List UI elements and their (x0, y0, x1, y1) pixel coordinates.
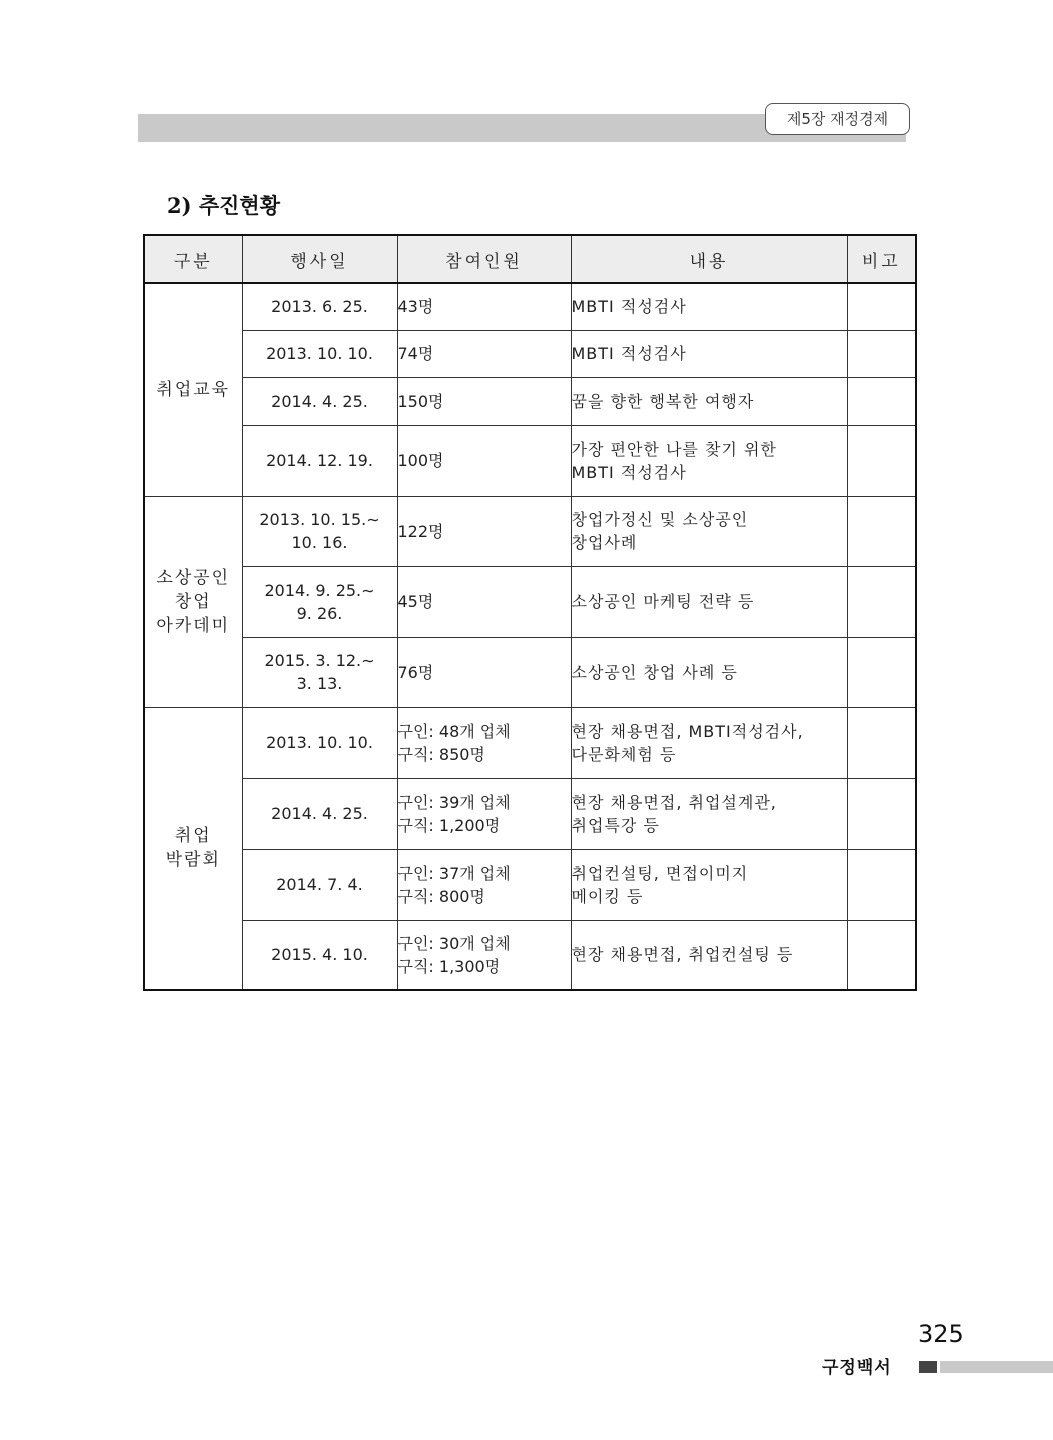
date-text: 2014. 4. 25. (271, 391, 368, 411)
date-cell (242, 377, 397, 425)
date-text: 2014. 7. 4. (276, 875, 363, 894)
category-label: 박람회 (165, 850, 221, 871)
content-text: 현장 채용면접, 취업컨설팅 등 (571, 945, 794, 965)
participants-cell (397, 330, 571, 377)
date-cell (242, 496, 397, 566)
date-cell (242, 283, 397, 330)
content-cell (571, 707, 847, 778)
column-header-note: 비고 (847, 235, 916, 283)
date-cell (242, 566, 397, 637)
note-cell (847, 637, 916, 707)
content-text: MBTI 적성검사 (571, 344, 687, 363)
column-header-content: 내용 (571, 235, 847, 283)
participants-text: 74명 (397, 344, 434, 363)
participants-cell (397, 920, 571, 990)
date-text: 2014. 12. 19. (266, 451, 373, 470)
column-header-participants: 참여인원 (397, 235, 571, 283)
page-number: 325 (918, 1320, 964, 1348)
date-text: 2014. 4. 25. (271, 804, 368, 823)
participants-cell (397, 283, 571, 330)
table-row (144, 920, 916, 990)
date-text: 9. 26. (296, 603, 343, 623)
content-text: 현장 채용면접, MBTI적성검사, (571, 721, 804, 741)
participants-cell (397, 425, 571, 496)
table-row (144, 637, 916, 707)
content-text: 소상공인 창업 사례 등 (571, 662, 738, 682)
participants-text: 76명 (397, 662, 434, 682)
content-cell (571, 849, 847, 920)
content-text: MBTI 적성검사 (571, 297, 687, 317)
category-label: 취업교육 (156, 379, 231, 400)
footer-brand: 구정백서 (822, 1358, 892, 1378)
note-cell (847, 778, 916, 849)
participants-text: 122명 (397, 521, 444, 541)
table-row (144, 707, 916, 778)
participants-cell (397, 778, 571, 849)
date-text: 10. 16. (291, 533, 348, 552)
note-cell (847, 425, 916, 496)
content-cell (571, 425, 847, 496)
category-label: 창업 (174, 591, 212, 612)
table-row (144, 849, 916, 920)
date-cell (242, 425, 397, 496)
date-text: 2013. 10. 10. (266, 344, 373, 363)
content-text: MBTI 적성검사 (571, 462, 687, 482)
participants-cell (397, 377, 571, 425)
date-cell (242, 330, 397, 377)
table-row (144, 425, 916, 496)
note-cell (847, 283, 916, 330)
date-text: 2013. 10. 15.∼ (259, 510, 380, 529)
content-cell (571, 637, 847, 707)
note-cell (847, 849, 916, 920)
participants-cell (397, 566, 571, 637)
note-cell (847, 496, 916, 566)
participants-cell (397, 707, 571, 778)
content-cell (571, 377, 847, 425)
participants-text: 구인: 48개 업체 (397, 721, 511, 741)
participants-cell (397, 637, 571, 707)
footer-bar (940, 1361, 1053, 1373)
participants-text: 43명 (397, 297, 434, 317)
participants-text: 100명 (397, 451, 444, 470)
table-row (144, 566, 916, 637)
category-cell (144, 283, 242, 496)
content-cell (571, 920, 847, 990)
content-cell (571, 330, 847, 377)
section-title: 2) 추진현황 (167, 193, 281, 218)
content-text: 메이킹 등 (571, 886, 644, 906)
content-text: 가장 편안한 나를 찾기 위한 (571, 439, 777, 459)
date-text: 2015. 4. 10. (271, 945, 368, 965)
chapter-tab: 제5장 재정경제 (765, 103, 910, 135)
participants-text: 구인: 30개 업체 (397, 933, 511, 953)
table-row (144, 283, 916, 330)
content-text: 취업컨설팅, 면접이미지 (571, 863, 749, 883)
content-cell (571, 566, 847, 637)
participants-text: 구인: 39개 업체 (397, 792, 511, 812)
participants-text: 150명 (397, 391, 444, 411)
note-cell (847, 330, 916, 377)
table-header-row (144, 235, 916, 283)
content-cell (571, 496, 847, 566)
content-text: 창업가정신 및 소상공인 (571, 510, 749, 529)
status-table (143, 234, 917, 991)
date-text: 2014. 9. 25.∼ (264, 580, 375, 600)
content-text: 꿈을 향한 행복한 여행자 (571, 391, 755, 411)
participants-text: 구직: 1,200명 (397, 815, 501, 835)
category-label: 소상공인 (156, 567, 231, 588)
participants-text: 45명 (397, 592, 434, 611)
content-text: 다문화체험 등 (571, 744, 677, 764)
table-row (144, 330, 916, 377)
participants-text: 구인: 37개 업체 (397, 863, 511, 883)
footer-mark (919, 1361, 937, 1373)
date-cell (242, 920, 397, 990)
category-cell (144, 707, 242, 990)
table-row (144, 377, 916, 425)
content-text: 소상공인 마케팅 전략 등 (571, 592, 755, 611)
table-row (144, 778, 916, 849)
table-body (144, 283, 916, 990)
participants-cell (397, 849, 571, 920)
content-text: 현장 채용면접, 취업설계관, (571, 792, 777, 812)
note-cell (847, 566, 916, 637)
date-text: 2015. 3. 12.∼ (264, 651, 375, 670)
note-cell (847, 377, 916, 425)
content-text: 창업사례 (571, 533, 638, 552)
date-text: 2013. 10. 10. (266, 733, 373, 752)
date-text: 3. 13. (296, 674, 343, 693)
date-cell (242, 637, 397, 707)
participants-text: 구직: 850명 (397, 744, 485, 764)
category-label: 아카데미 (156, 615, 231, 636)
participants-text: 구직: 800명 (397, 886, 485, 906)
column-header-category: 구분 (144, 235, 242, 283)
note-cell (847, 707, 916, 778)
content-cell (571, 778, 847, 849)
date-text: 2013. 6. 25. (271, 297, 368, 317)
participants-text: 구직: 1,300명 (397, 956, 501, 976)
category-label: 취업 (174, 826, 212, 847)
date-cell (242, 707, 397, 778)
content-text: 취업특강 등 (571, 815, 660, 835)
participants-cell (397, 496, 571, 566)
category-cell (144, 496, 242, 707)
note-cell (847, 920, 916, 990)
date-cell (242, 849, 397, 920)
table-row (144, 496, 916, 566)
column-header-date: 행사일 (242, 235, 397, 283)
date-cell (242, 778, 397, 849)
content-cell (571, 283, 847, 330)
